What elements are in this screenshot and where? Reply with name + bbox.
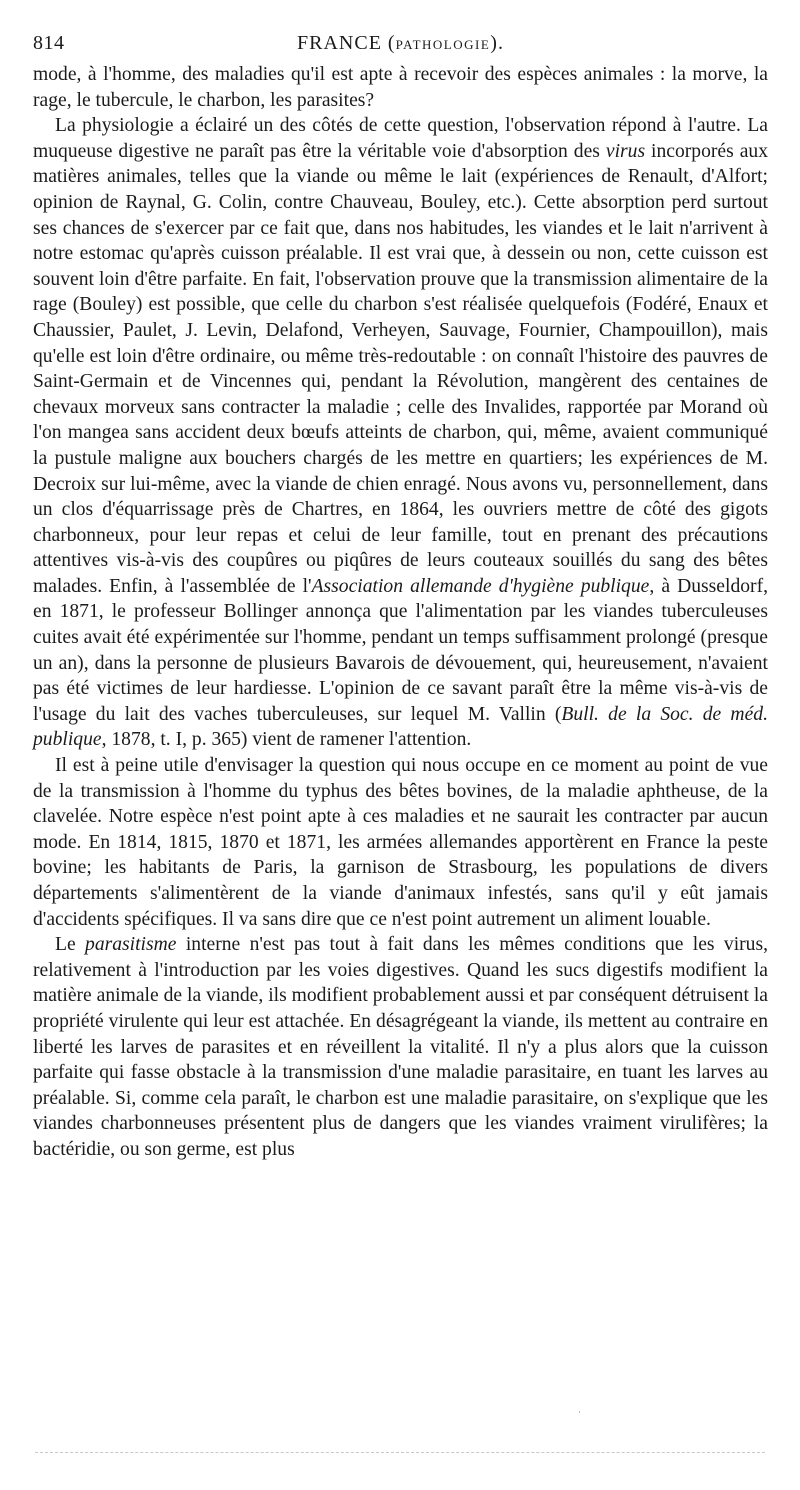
italic-text: parasitisme — [85, 934, 177, 956]
paragraph — [33, 113, 768, 753]
body-text — [33, 62, 768, 1163]
print-speck — [579, 1411, 580, 1413]
running-head-title: FRANCE — [297, 32, 382, 54]
text-run: Il est à peine utile d'envisager la question qui nous occupe en ce moment au point de vue de la transmission à l'homme du typhus des bêtes bovines, de la maladie aphtheuse, de la clavelée. Notre espèce n'est point apte à ces maladies et ne saurait les contracter par aucun mode. En 1814, 1815, 1870 et 1871, les armées allemandes apportèrent en France la peste bovine; les habitants de Paris, la garnison de Strasbourg, les populations de divers départements s'alimentèrent de la viande d'animaux infestés, sans qu'il y eût jamais d'accidents spécifiques. Il va sans dire que ce n'est point autrement un aliment louable. — [33, 755, 768, 930]
running-head-close: ). — [490, 32, 504, 54]
paragraph — [33, 753, 768, 932]
text-run: La physiologie a éclairé un des côtés de cette question, l'observation répond à l'autre. La muqueuse digestive ne paraît pas être la véritable voie d'absorption des — [33, 115, 768, 162]
bottom-smudge-line — [35, 1452, 765, 1453]
text-run: interne n'est pas tout à fait dans les mêmes conditions que les virus, relativement à l'introduction par les voies digestives. Quand les sucs digestifs modifient la matière animale de la viande, ils modifient probablement aussi et par conséquent détruisent la propriété virulente qui leur est attachée. En désagrégeant la viande, ils mettent au contraire en liberté les larves de parasites et en réveillent la vitalité. Il n'y a plus alors que la cuisson parfaite qui fasse obstacle à la transmission d'une maladie parasitaire, en tuant les larves au préalable. Si, comme cela paraît, le charbon est une maladie parasitaire, on s'explique que les viandes charbonneuses présentent plus de dangers que les viandes vraiment virulifères; la bactéridie, ou son germe, est plus — [33, 934, 768, 1160]
text-run: Le — [55, 934, 86, 956]
text-run: incorporés aux matières animales, telles que la viande ou même le lait (expériences de Renault, d'Alfort; opinion de Raynal, G. Colin, contre Chauveau, Bouley, etc.). Cette absorption perd surtout ses chances de s'exercer par ce fait que, dans nos habitudes, les viandes et le lait n'arrivent à notre estomac qu'après cuisson préalable. Il est vrai que, à dessein ou non, cette cuisson est souvent loin d'être parfaite. En fait, l'observation prouve que la transmission alimentaire de la rage (Bouley) est possible, que celle du charbon s'est réalisée quelquefois (Fodéré, Enaux et Chaussier, Paulet, J. Levin, Delafond, Verheyen, Sauvage, Fournier, Champouillon), mais qu'elle est loin d'être ordinaire, ou même très-redoutable : on connaît l'histoire des pauvres de Saint-Germain et de Vincennes qui, pendant la Révolution, mangèrent des centaines de chevaux morveux sans contracter la maladie ; celle des Invalides, rapportée par Morand où l'on mangea sans accident deux bœufs atteints de charbon, qui, même, avaient communiqué la pustule maligne aux bouchers chargés de les mettre en quartiers; les expériences de M. Decroix sur lui-même, avec la viande de chien enragé. Nous avons vu, personnellement, dans un clos d'équarrissage près de Chartres, en 1864, les ouvriers mettre de côté des gigots charbonneux, pour leur repas et celui de leur famille, tout en prenant des précautions attentives vis-à-vis des coupûres ou piqûres de leurs couteaux souillés du sang des bêtes malades. Enfin, à l'assemblée de l' — [33, 140, 768, 597]
running-head — [33, 32, 768, 55]
document-page — [33, 30, 768, 1163]
page-header — [33, 30, 768, 62]
running-head-subtitle: PATHOLOGIE — [395, 37, 491, 52]
text-run: , à Dusseldorf, en 1871, le professeur Bollinger annonça que l'alimentation par les viandes tuberculeuses cuites avait été expérimentée sur l'homme, pendant un temps suffisamment prolongé (presque un an), dans la personne de plusieurs Bavarois de dévouement, qui, heureusement, n'avaient pas été victimes de leur hardiesse. L'opinion de ce savant paraît être la même vis-à-vis de l'usage du lait des vaches tuberculeuses, sur lequel M. Vallin ( — [33, 575, 768, 725]
italic-text: Association allemande d'hygiène publique — [311, 575, 650, 597]
text-run: , 1878, t. I, p. 365) vient de ramener l'attention. — [101, 729, 472, 751]
text-run: mode, à l'homme, des maladies qu'il est apte à recevoir des espèces animales : la morve, la rage, le tubercule, le charbon, les parasites? — [33, 64, 768, 111]
italic-text: virus — [605, 140, 646, 162]
running-head-open: ( — [381, 32, 396, 54]
paragraph — [33, 932, 768, 1162]
paragraph — [33, 62, 768, 113]
page-number: 814 — [33, 32, 65, 54]
italic-text: Bull. de la Soc. de méd. publique — [33, 703, 768, 751]
